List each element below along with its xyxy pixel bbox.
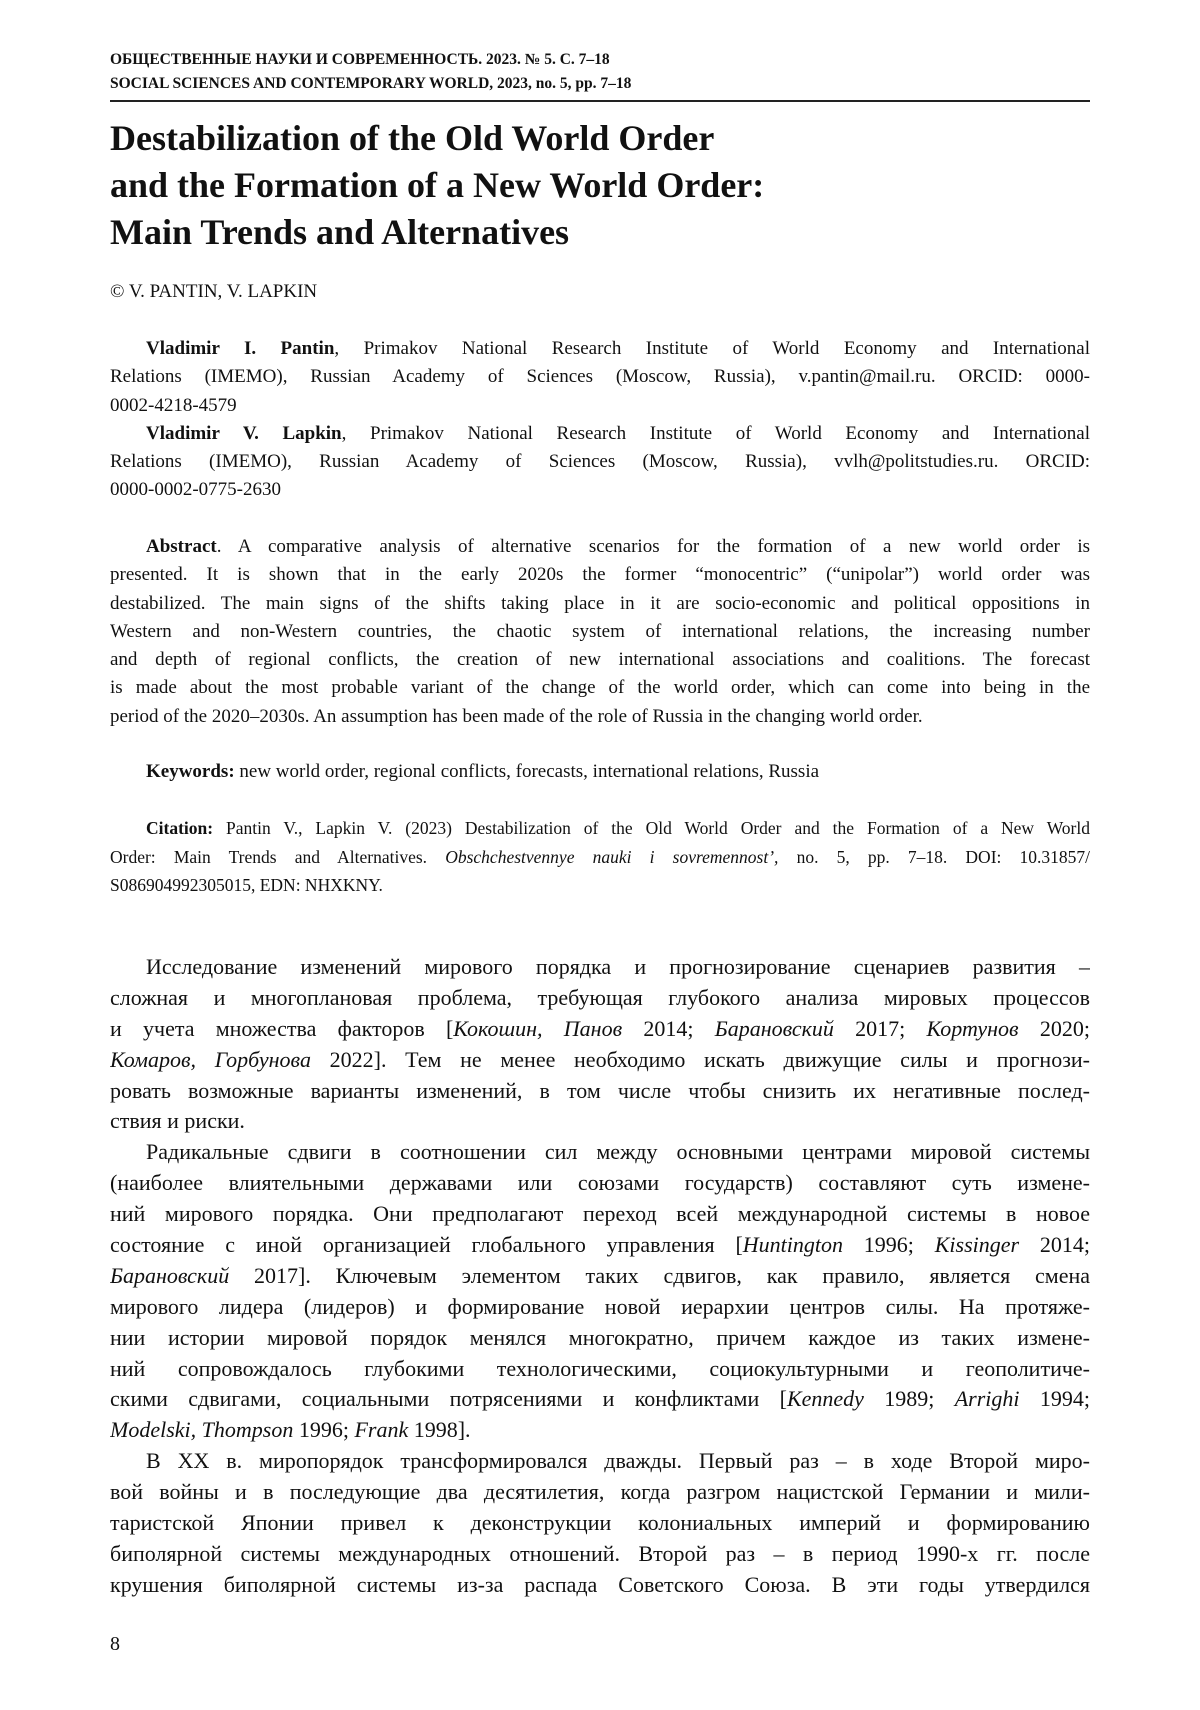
- text-line: [110, 814, 1090, 843]
- text-line: [110, 1045, 1090, 1076]
- italic-reference: Кокошин, Панов: [453, 1015, 623, 1041]
- text-run: 2020;: [1018, 1015, 1090, 1041]
- text-line: [110, 1168, 1090, 1199]
- title-line: Main Trends and Alternatives: [110, 212, 570, 252]
- journal-header: [110, 48, 1090, 96]
- text-line: [110, 1570, 1090, 1601]
- italic-reference: Барановский: [110, 1262, 230, 1288]
- text-run: 0000-0002-0775-2630: [110, 479, 281, 501]
- bold-text: Vladimir I. Pantin: [146, 338, 335, 359]
- text-run: вой войны и в последующие два десятилетия, когда разгром нацистской Германии и мили-: [110, 1479, 1090, 1505]
- text-line: [110, 758, 1090, 786]
- italic-reference: Modelski, Thompson: [110, 1417, 294, 1443]
- text-line: [110, 420, 1090, 448]
- text-run: Western and non-Western countries, the chaotic system of international relations, the increasing number: [110, 620, 1090, 642]
- text-run: period of the 2020–2030s. An assumption has been made of the role of Russia in the changing world order.: [110, 705, 923, 727]
- text-run: нии истории мировой порядок менялся многократно, причем каждое из таких измене-: [110, 1324, 1090, 1350]
- italic-reference: Комаров, Горбунова: [110, 1046, 311, 1072]
- paragraph: [110, 533, 1090, 731]
- italic-reference: Frank: [354, 1417, 409, 1443]
- article-body: [110, 952, 1090, 1601]
- text-run: 1994;: [1019, 1386, 1090, 1412]
- text-run: скими сдвигами, социальными потрясениями и конфликтами [: [110, 1386, 787, 1412]
- text-line: [110, 1384, 1090, 1415]
- text-line: [110, 843, 1090, 872]
- text-run: ний сопровождалось глубокими технологическими, социокультурными и геополитиче-: [110, 1355, 1090, 1381]
- text-run: биполярной системы международных отношений. Второй раз – в период 1990-х гг. после: [110, 1540, 1090, 1566]
- text-line: [110, 363, 1090, 391]
- text-run: , Primakov National Research Institute of World Economy and International: [334, 338, 1090, 359]
- text-run: (наиболее влиятельными державами или союзами государств) составляют суть измене-: [110, 1170, 1090, 1196]
- journal-header-ru: ОБЩЕСТВЕННЫЕ НАУКИ И СОВРЕМЕННОСТЬ. 2023. № 5. С. 7–18: [110, 51, 610, 68]
- text-run: no. 5, pp. 7–18. DOI: 10.31857/: [778, 846, 1090, 867]
- text-line: [110, 1292, 1090, 1323]
- italic-reference: Kissinger: [934, 1232, 1020, 1258]
- paragraph: [110, 758, 1090, 786]
- text-run: 1998].: [408, 1417, 471, 1443]
- text-run: Relations (IMEMO), Russian Academy of Sciences (Moscow, Russia), v.pantin@mail.ru. ORCID: 0000-: [110, 366, 1090, 388]
- text-line: [110, 871, 1090, 900]
- title-line: and the Formation of a New World Order:: [110, 165, 765, 205]
- italic-reference: Kennedy: [786, 1386, 864, 1412]
- text-run: 2014;: [1019, 1232, 1090, 1258]
- text-line: [110, 1354, 1090, 1385]
- text-run: Relations (IMEMO), Russian Academy of Sciences (Moscow, Russia), vvlh@politstudies.ru. ORCID:: [110, 451, 1090, 473]
- journal-header-en: SOCIAL SCIENCES AND CONTEMPORARY WORLD, 2023, no. 5, pp. 7–18: [110, 75, 632, 92]
- text-run: В XX в. миропорядок трансформировался дважды. Первый раз – в ходе Второй миро-: [146, 1448, 1090, 1474]
- text-run: 0002-4218-4579: [110, 394, 237, 416]
- text-line: [110, 476, 1090, 504]
- text-line: [110, 1106, 1090, 1137]
- italic-reference: Obschchestvennye nauki i sovremennost’,: [445, 846, 779, 867]
- text-line: [110, 1137, 1090, 1168]
- italic-reference: Кортунов: [926, 1015, 1019, 1041]
- text-line: [110, 1446, 1090, 1477]
- text-run: and depth of regional conflicts, the creation of new international associations and coalitions. The forecast: [110, 649, 1090, 671]
- article-title: [110, 115, 1090, 256]
- bold-text: Keywords:: [146, 761, 235, 782]
- text-line: [110, 983, 1090, 1014]
- text-line: [110, 674, 1090, 702]
- text-line: [110, 1508, 1090, 1539]
- paragraph: [110, 952, 1090, 1137]
- bold-text: Citation:: [146, 818, 214, 838]
- text-line: [110, 590, 1090, 618]
- italic-reference: Барановский: [714, 1015, 834, 1041]
- text-line: [110, 1076, 1090, 1107]
- italic-reference: Arrighi: [954, 1386, 1020, 1412]
- text-run: крушения биполярной системы из-за распада Советского Союза. В эти годы утвердился: [110, 1571, 1090, 1597]
- text-line: [110, 392, 1090, 420]
- text-line: [110, 1261, 1090, 1292]
- text-line: [110, 533, 1090, 561]
- text-line: [110, 335, 1090, 363]
- text-run: presented. It is shown that in the early 2020s the former “monocentric” (“unipolar”) world order was: [110, 564, 1090, 586]
- header-divider: [110, 100, 1090, 102]
- text-line: [110, 1199, 1090, 1230]
- text-line: [110, 1415, 1090, 1446]
- text-line: [110, 1230, 1090, 1261]
- text-line: [110, 1477, 1090, 1508]
- italic-reference: Huntington: [742, 1232, 844, 1258]
- text-run: мирового лидера (лидеров) и формирование новой иерархии центров силы. На протяже-: [110, 1293, 1090, 1319]
- text-run: 2017;: [833, 1015, 927, 1041]
- text-run: 2022]. Тем не менее необходимо искать движущие силы и прогнози-: [310, 1046, 1090, 1072]
- text-run: ровать возможные варианты изменений, в том числе чтобы снизить их негативные послед-: [110, 1077, 1090, 1103]
- bold-text: Abstract: [146, 536, 217, 557]
- text-run: is made about the most probable variant of the change of the world order, which can come into being in the: [110, 677, 1090, 699]
- paragraph: [110, 420, 1090, 505]
- text-run: 2017]. Ключевым элементом таких сдвигов, как правило, является смена: [229, 1262, 1090, 1288]
- text-run: 2014;: [622, 1015, 715, 1041]
- text-run: 1996;: [843, 1232, 935, 1258]
- text-run: . A comparative analysis of alternative scenarios for the formation of a new world order is: [216, 536, 1090, 557]
- text-run: S086904992305015, EDN: NHXKNY.: [110, 875, 383, 895]
- paragraph: [110, 1137, 1090, 1446]
- text-run: Order: Main Trends and Alternatives.: [110, 846, 446, 867]
- text-line: [110, 646, 1090, 674]
- bold-text: Vladimir V. Lapkin: [146, 422, 342, 444]
- text-line: [110, 561, 1090, 589]
- text-line: [110, 618, 1090, 646]
- text-run: , Primakov National Research Institute of World Economy and International: [341, 422, 1090, 444]
- text-run: Pantin V., Lapkin V. (2023) Destabilization of the Old World Order and the Formation of a New World: [213, 818, 1090, 838]
- text-line: [110, 1323, 1090, 1354]
- authors-copyright: © V. PANTIN, V. LAPKIN: [110, 281, 318, 302]
- text-run: и учета множества факторов [: [110, 1015, 454, 1041]
- text-line: [110, 952, 1090, 983]
- text-run: состояние с иной организацией глобального управления [: [110, 1232, 743, 1258]
- text-run: Радикальные сдвиги в соотношении сил между основными центрами мировой системы: [146, 1139, 1090, 1165]
- citation: [110, 814, 1090, 900]
- paragraph: [110, 335, 1090, 420]
- text-line: [110, 448, 1090, 476]
- text-run: ствия и риски.: [110, 1108, 245, 1134]
- text-run: ний мирового порядка. Они предполагают переход всей международной системы в новое: [110, 1201, 1090, 1227]
- text-run: destabilized. The main signs of the shifts taking place in it are socio-economic and political oppositions in: [110, 592, 1090, 614]
- abstract: [110, 533, 1090, 731]
- text-run: 1989;: [863, 1386, 955, 1412]
- paragraph: [110, 814, 1090, 900]
- text-line: [110, 703, 1090, 731]
- text-line: [110, 1014, 1090, 1045]
- keywords: [110, 758, 1090, 786]
- text-run: 1996;: [293, 1417, 355, 1443]
- title-line: Destabilization of the Old World Order: [110, 118, 715, 158]
- text-run: сложная и многоплановая проблема, требующая глубокого анализа мировых процессов: [110, 984, 1090, 1010]
- author-affiliations: [110, 335, 1090, 505]
- text-run: Исследование изменений мирового порядка и прогнозирование сценариев развития –: [146, 954, 1090, 979]
- text-run: new world order, regional conflicts, forecasts, international relations, Russia: [234, 761, 820, 782]
- page-number: 8: [110, 1633, 120, 1655]
- text-run: таристской Японии привел к деконструкции колониальных империй и формированию: [110, 1510, 1090, 1536]
- text-line: [110, 1539, 1090, 1570]
- paragraph: [110, 1446, 1090, 1600]
